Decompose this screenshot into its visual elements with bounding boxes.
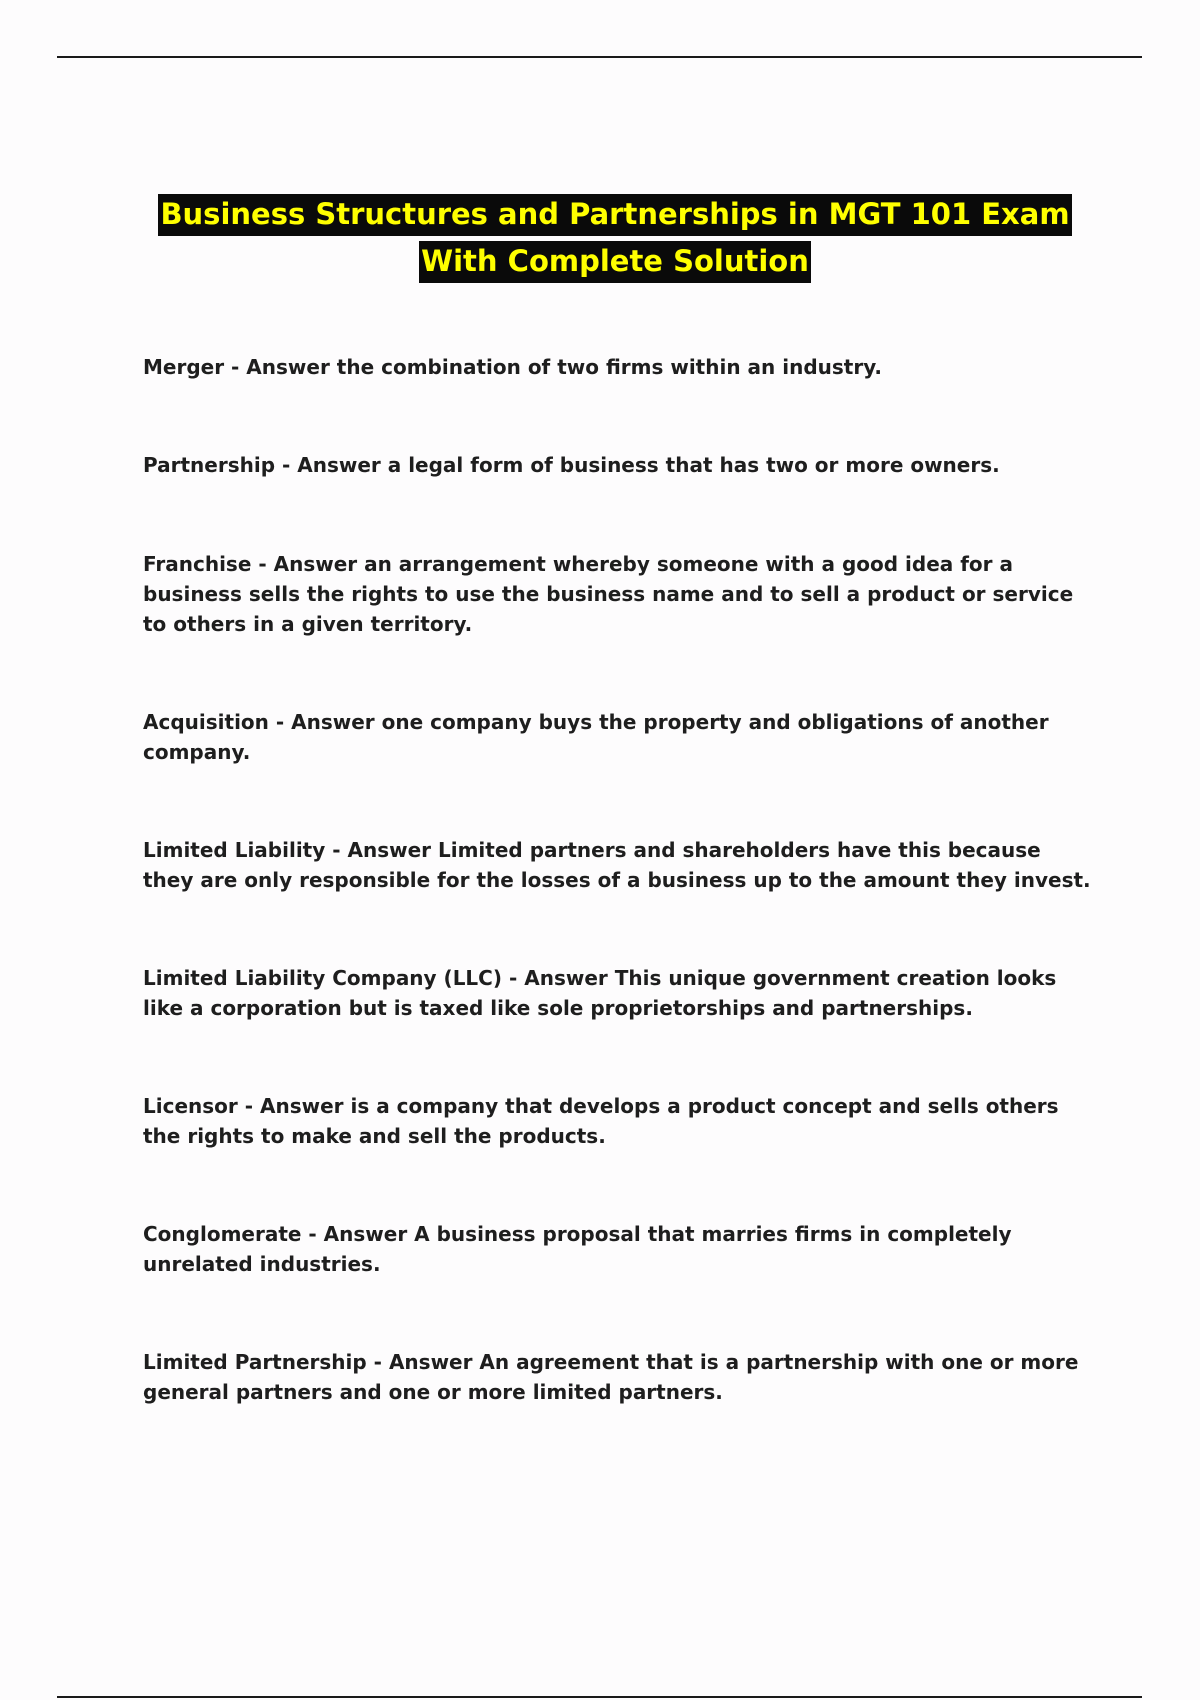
qa-entry-partnership: Partnership - Answer a legal form of business that has two or more owners.: [143, 453, 1000, 477]
header-rule: [57, 56, 1142, 58]
qa-entry-limited-partnership: Limited Partnership - Answer An agreement that is a partnership with one or more general partners and one or more limited partners.: [143, 1350, 1079, 1404]
qa-entry-merger: Merger - Answer the combination of two firms within an industry.: [143, 355, 883, 379]
qa-entry-franchise: Franchise - Answer an arrangement whereby someone with a good idea for a business sells the rights to use the business name and to sell a product or service to others in a given territory.: [143, 552, 1074, 636]
qa-list: [143, 352, 1093, 1475]
page-title: [130, 191, 1100, 285]
footer-rule: [57, 1696, 1142, 1698]
qa-entry-limited-liability: Limited Liability - Answer Limited partners and shareholders have this because they are only responsible for the losses of a business up to the amount they invest.: [143, 838, 1091, 892]
qa-entry-acquisition: Acquisition - Answer one company buys the property and obligations of another company.: [143, 710, 1049, 764]
qa-entry-conglomerate: Conglomerate - Answer A business proposal that marries firms in completely unrelated industries.: [143, 1222, 1012, 1276]
page-title-text: Business Structures and Partnerships in MGT 101 Exam With Complete Solution: [158, 194, 1071, 283]
qa-entry-licensor: Licensor - Answer is a company that develops a product concept and sells others the rights to make and sell the products.: [143, 1094, 1059, 1148]
qa-entry-llc: Limited Liability Company (LLC) - Answer This unique government creation looks like a corporation but is taxed like sole proprietorships and partnerships.: [143, 966, 1057, 1020]
